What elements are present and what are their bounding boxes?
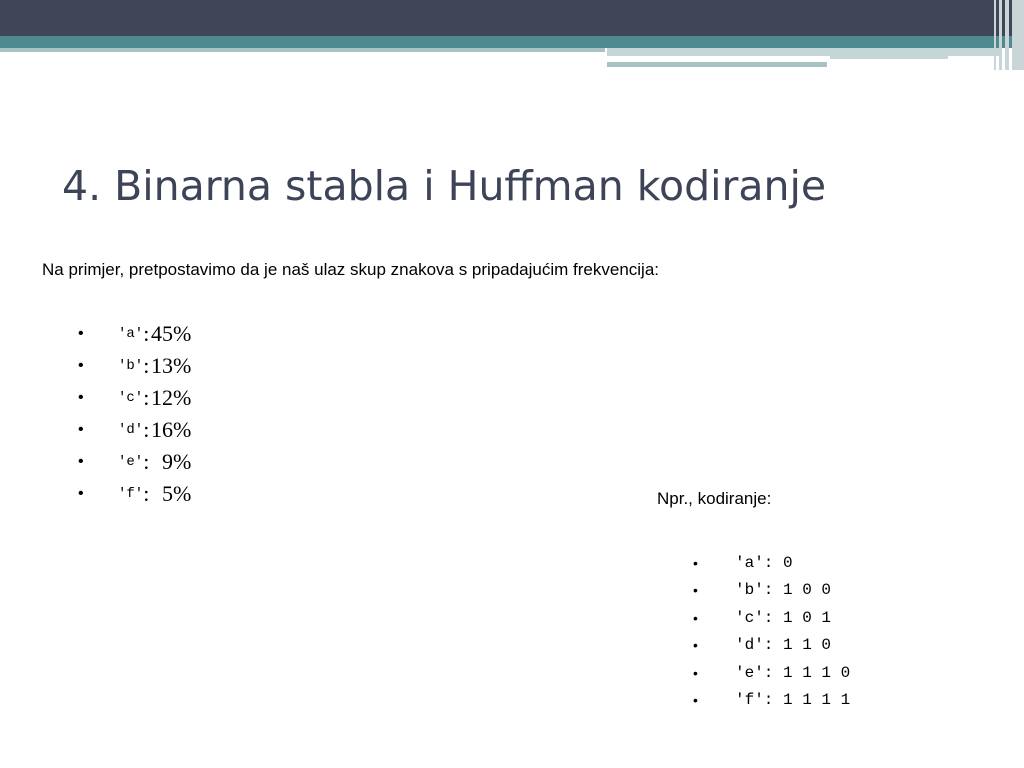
separator: : (143, 321, 150, 346)
header-band-dark (0, 0, 1024, 36)
coding-label: Npr., kodiranje: (657, 489, 772, 508)
header-band-light (830, 56, 948, 59)
list-item (693, 577, 850, 605)
char-key: 'b' (118, 358, 144, 374)
char-key: 'f' (118, 486, 144, 502)
bullet-icon: • (693, 692, 698, 709)
bullet-icon: • (693, 664, 698, 681)
frequency-value: 5% (162, 481, 192, 506)
list-item (693, 659, 850, 687)
code-entry: 'c': 1 0 1 (735, 608, 832, 627)
separator: : (143, 353, 150, 378)
bullet-icon: • (78, 485, 84, 502)
code-entry: 'e': 1 1 1 0 (735, 663, 851, 682)
code-entry: 'b': 1 0 0 (735, 581, 832, 600)
bullet-icon: • (78, 453, 84, 470)
bullet-icon: • (693, 637, 698, 654)
bullet-icon: • (693, 582, 698, 599)
header-side-stripes (994, 0, 1024, 70)
list-item (693, 549, 850, 577)
list-item (693, 687, 850, 715)
code-entry: 'f': 1 1 1 1 (735, 691, 851, 710)
char-key: 'c' (118, 390, 144, 406)
bullet-icon: • (78, 389, 84, 406)
list-item (78, 414, 191, 446)
separator: : (143, 385, 150, 410)
bullet-icon: • (78, 421, 84, 438)
frequency-value: 45% (151, 321, 192, 346)
bullet-icon: • (78, 357, 84, 374)
list-item (78, 382, 191, 414)
intro-text: Na primjer, pretpostavimo da je naš ulaz skup znakova s pripadajućim frekvencija: (42, 260, 660, 279)
frequency-value: 12% (151, 385, 192, 410)
frequency-value: 9% (162, 449, 192, 474)
header-band-light (0, 48, 605, 52)
char-key: 'a' (118, 326, 144, 342)
bullet-icon: • (693, 554, 698, 571)
bullet-icon: • (693, 609, 698, 626)
header-band-light (607, 48, 1002, 56)
slide-title: 4. Binarna stabla i Huffman kodiranje (62, 162, 827, 210)
char-key: 'd' (118, 422, 144, 438)
bullet-icon: • (78, 325, 84, 342)
list-item (693, 632, 850, 660)
header-band-teal (0, 36, 1024, 48)
frequency-value: 13% (151, 353, 192, 378)
list-item (78, 478, 191, 510)
header-band-light (607, 62, 827, 67)
list-item (78, 350, 191, 382)
code-entry: 'a': 0 (735, 553, 793, 572)
list-item (78, 318, 191, 350)
frequency-list (78, 318, 191, 510)
separator: : (143, 417, 150, 442)
list-item (693, 604, 850, 632)
code-list (693, 549, 850, 714)
separator: : (143, 449, 150, 474)
list-item (78, 446, 191, 478)
char-key: 'e' (118, 454, 144, 470)
code-entry: 'd': 1 1 0 (735, 636, 832, 655)
frequency-value: 16% (151, 417, 192, 442)
separator: : (143, 481, 150, 506)
